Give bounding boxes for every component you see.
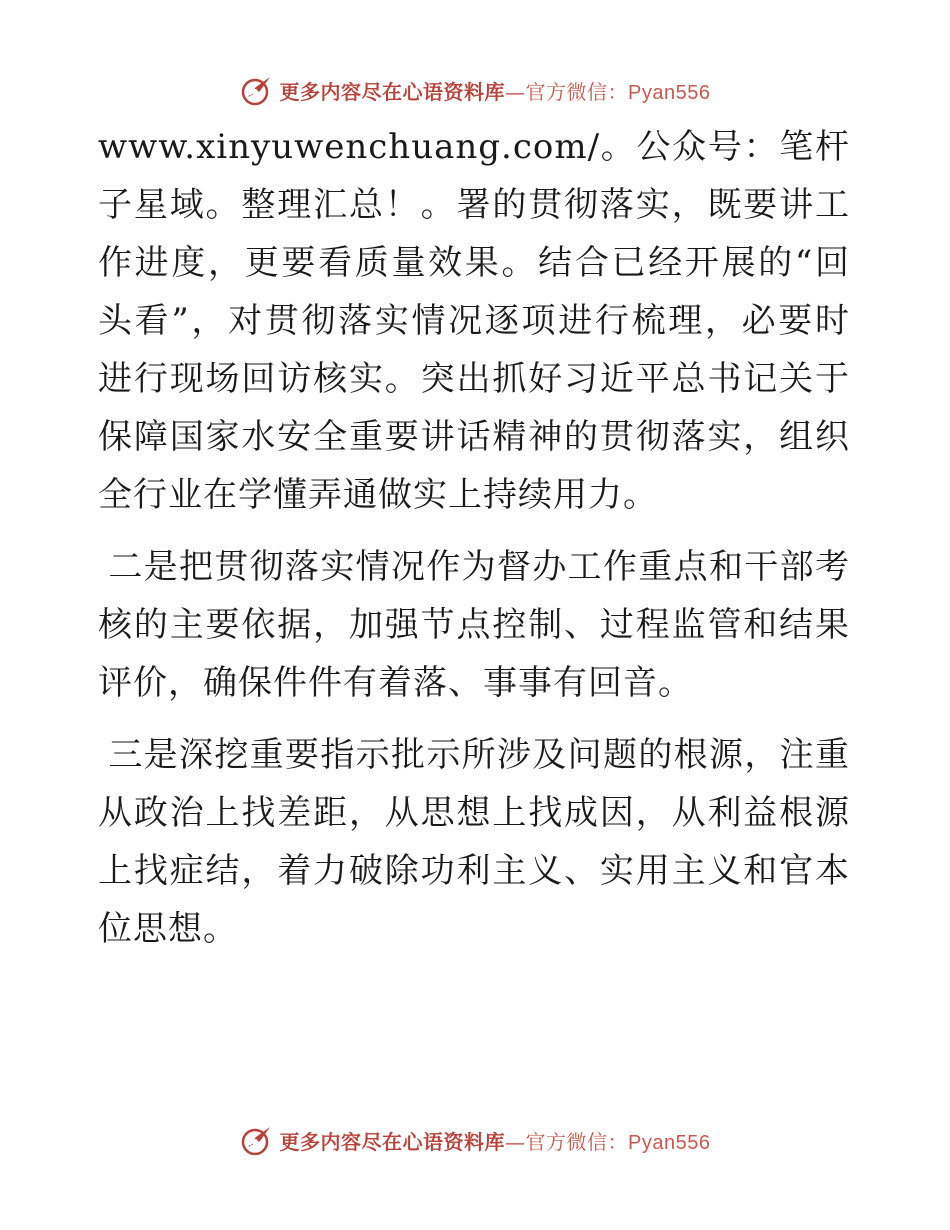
paragraph-3	[98, 726, 850, 958]
footer-dash: —	[505, 1129, 526, 1154]
header-wechat-label: 官方微信：	[525, 79, 629, 104]
footer-text	[280, 1126, 711, 1155]
header-banner	[0, 70, 950, 110]
header-site-text: 更多内容尽在心语资料库	[279, 79, 506, 104]
footer-site-text: 更多内容尽在心语资料库	[279, 1129, 506, 1154]
footer-banner	[0, 1120, 950, 1160]
header-dash: —	[505, 79, 526, 104]
paragraph-1: www.xinyuwenchuang.com/。公众号：笔杆子星域。整理汇总！。署的贯彻落实，既要讲工作进度，更要看质量效果。结合已经开展的“回头看”，对贯彻落实情况逐项进行梳理，必要时进行现场回访核实。突出抓好习近平总书记关于保障国家水安全重要讲话精神的贯彻落实，组织全行业在学懂弄通做实上持续用力。	[98, 127, 850, 515]
header-wechat-id: Pyan556	[628, 81, 711, 104]
paragraph-3-text: 三是深挖重要指示批示所涉及问题的根源，注重从政治上找差距，从思想上找成因，从利益根源上找症结，着力破除功利主义、实用主义和官本位思想。	[98, 735, 850, 949]
footer-wechat-id: Pyan556	[628, 1131, 711, 1154]
footer-wechat-label: 官方微信：	[525, 1129, 629, 1154]
document-body	[98, 118, 850, 958]
paragraph-2	[98, 538, 850, 712]
quill-logo-icon	[240, 1123, 274, 1157]
quill-logo-icon	[240, 73, 274, 107]
paragraph-2-text: 二是把贯彻落实情况作为督办工作重点和干部考核的主要依据，加强节点控制、过程监管和结果评价，确保件件有着落、事事有回音。	[98, 547, 850, 703]
header-text	[280, 76, 711, 105]
